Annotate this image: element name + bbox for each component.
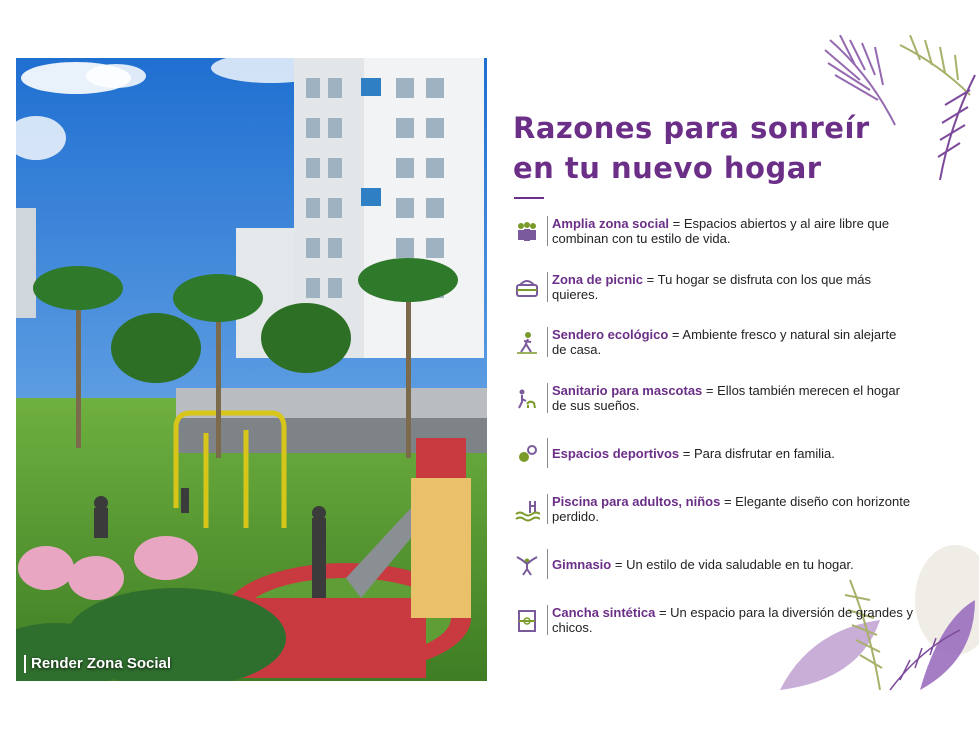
render-image xyxy=(16,58,487,681)
feature-description: Un espacio para la diversión de grandes y chicos. xyxy=(552,604,913,635)
feature-description: Tu hogar se disfruta con los que más quieres. xyxy=(552,271,872,302)
feature-separator: = xyxy=(669,216,684,231)
feature-description: Ellos también merecen el hogar de sus sueños. xyxy=(552,382,900,413)
feature-label: Gimnasio xyxy=(552,556,612,572)
feature-description: Ambiente fresco y natural sin alejarte de casa. xyxy=(552,327,897,357)
feature-item-pets xyxy=(514,383,914,415)
feature-separator: = xyxy=(679,445,694,461)
page-title xyxy=(513,108,873,188)
feature-separator: = xyxy=(720,493,736,509)
feature-label: Cancha sintética xyxy=(552,604,656,620)
feature-label: Sanitario para mascotas xyxy=(552,382,703,398)
features-list xyxy=(514,216,914,660)
title-line-1: Razones para sonreír xyxy=(513,111,870,145)
gym-icon xyxy=(514,552,540,578)
feature-label: Amplia zona social xyxy=(552,216,670,231)
title-line-2: en tu nuevo hogar xyxy=(513,151,822,185)
feature-separator: = xyxy=(655,604,671,620)
pool-icon xyxy=(514,497,540,523)
feature-item-pool xyxy=(514,494,914,526)
feature-label: Espacios deportivos xyxy=(552,445,680,461)
feature-item-trail xyxy=(514,327,914,359)
feature-label: Sendero ecológico xyxy=(552,327,669,342)
sports-ball-icon xyxy=(514,441,540,467)
feature-separator: = xyxy=(643,271,658,287)
walker-icon xyxy=(514,330,540,356)
field-icon xyxy=(514,608,540,634)
feature-separator: = xyxy=(702,382,718,398)
feature-separator: = xyxy=(668,327,683,342)
feature-item-field xyxy=(514,605,914,637)
image-caption: Render Zona Social xyxy=(24,655,171,673)
feature-separator: = xyxy=(611,556,627,572)
pet-icon xyxy=(514,386,540,412)
feature-label: Piscina para adultos, niños xyxy=(552,493,721,509)
feature-description: Un estilo de vida saludable en tu hogar. xyxy=(626,556,854,572)
picnic-basket-icon xyxy=(514,275,540,301)
feature-item-sports xyxy=(514,438,914,470)
feature-item-social xyxy=(514,216,914,248)
feature-description: Espacios abiertos y al aire libre que combinan con tu estilo de vida. xyxy=(552,216,890,246)
feature-label: Zona de picnic xyxy=(552,271,644,287)
title-divider xyxy=(514,197,544,199)
render-illustration xyxy=(16,58,487,681)
feature-description: Elegante diseño con horizonte perdido. xyxy=(552,493,911,524)
feature-item-picnic xyxy=(514,272,914,304)
people-icon xyxy=(514,219,540,245)
feature-description: Para disfrutar en familia. xyxy=(693,445,835,461)
feature-item-gym xyxy=(514,549,914,581)
